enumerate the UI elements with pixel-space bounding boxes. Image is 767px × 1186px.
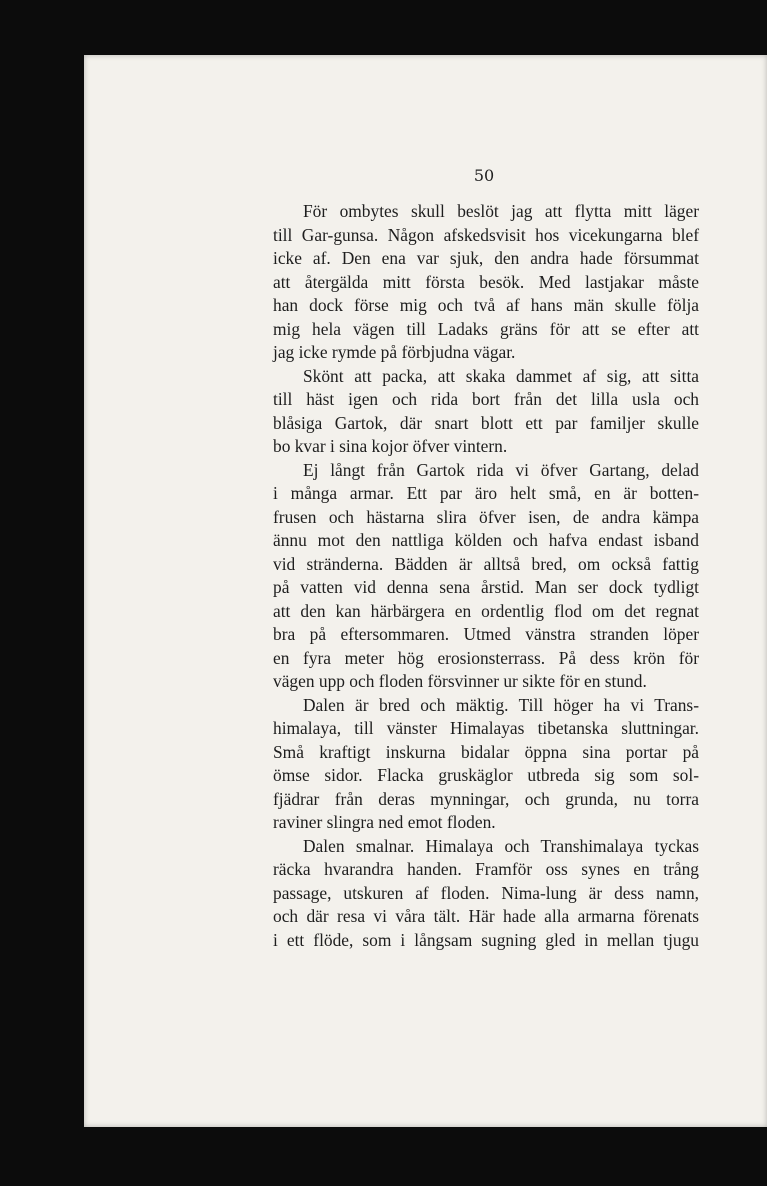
text-line: Små kraftigt inskurna bidalar öppna sina portar på bbox=[273, 741, 699, 762]
text-line: i många armar. Ett par äro helt små, en är botten- bbox=[273, 483, 699, 503]
text-line: han dock förse mig och två af hans män skulle följa bbox=[273, 295, 699, 315]
text-line: vid stränderna. Bädden är alltså bred, om också fattig bbox=[273, 553, 699, 574]
text-line: på vatten vid denna sena årstid. Man ser dock tydligt bbox=[273, 577, 699, 597]
text-line: att återgälda mitt första besök. Med lastjakar måste bbox=[273, 271, 699, 292]
text-line: räcka hvarandra handen. Framför oss synes en trång bbox=[273, 859, 699, 879]
text-line: fjädrar från deras mynningar, och grunda, nu torra bbox=[273, 788, 699, 809]
page-number: 50 bbox=[473, 166, 495, 185]
text-line: en fyra meter hög erosionsterrass. På dess krön för bbox=[273, 647, 699, 668]
text-line: passage, utskuren af floden. Nima-lung är dess namn, bbox=[273, 882, 699, 903]
text-line: ännu mot den nattliga kölden och hafva endast isband bbox=[273, 530, 699, 550]
text-line: jag icke rymde på förbjudna vägar. bbox=[273, 342, 516, 362]
text-line: himalaya, till vänster Himalayas tibetanska sluttningar. bbox=[273, 718, 699, 738]
text-line: ömse sidor. Flacka gruskäglor utbreda sig som sol- bbox=[273, 765, 699, 785]
text-line: blåsiga Gartok, där snart blott ett par familjer skulle bbox=[273, 412, 699, 433]
text-line: Skönt att packa, att skaka dammet af sig, att sitta bbox=[303, 365, 699, 386]
text-line: till Gar-gunsa. Någon afskedsvisit hos vicekungarna blef bbox=[273, 224, 699, 245]
text-line: För ombytes skull beslöt jag att flytta mitt läger bbox=[303, 201, 699, 221]
text-line: Ej långt från Gartok rida vi öfver Gartang, delad bbox=[303, 459, 699, 480]
text-line: att den kan härbärgera en ordentlig flod om det regnat bbox=[273, 600, 699, 621]
text-line: mig hela vägen till Ladaks gräns för att se efter att bbox=[273, 318, 699, 339]
text-line: raviner slingra ned emot floden. bbox=[273, 812, 496, 832]
text-line: bo kvar i sina kojor öfver vintern. bbox=[273, 436, 508, 456]
text-line: bra på eftersommaren. Utmed vänstra stranden löper bbox=[273, 624, 699, 644]
text-line: frusen och hästarna slira öfver isen, de andra kämpa bbox=[273, 506, 699, 527]
text-line: Dalen är bred och mäktig. Till höger ha vi Trans- bbox=[303, 694, 699, 715]
text-line: i ett flöde, som i långsam sugning gled in mellan tjugu bbox=[273, 929, 699, 950]
text-line: icke af. Den ena var sjuk, den andra hade försummat bbox=[273, 248, 699, 268]
text-line: vägen upp och floden försvinner ur sikte för en stund. bbox=[273, 671, 647, 691]
text-line: till häst igen och rida bort från det lilla usla och bbox=[273, 389, 699, 409]
text-line: och där resa vi våra tält. Här hade alla armarna förenats bbox=[273, 906, 699, 926]
text-line: Dalen smalnar. Himalaya och Transhimalaya tyckas bbox=[303, 835, 699, 856]
body-text bbox=[273, 200, 699, 952]
